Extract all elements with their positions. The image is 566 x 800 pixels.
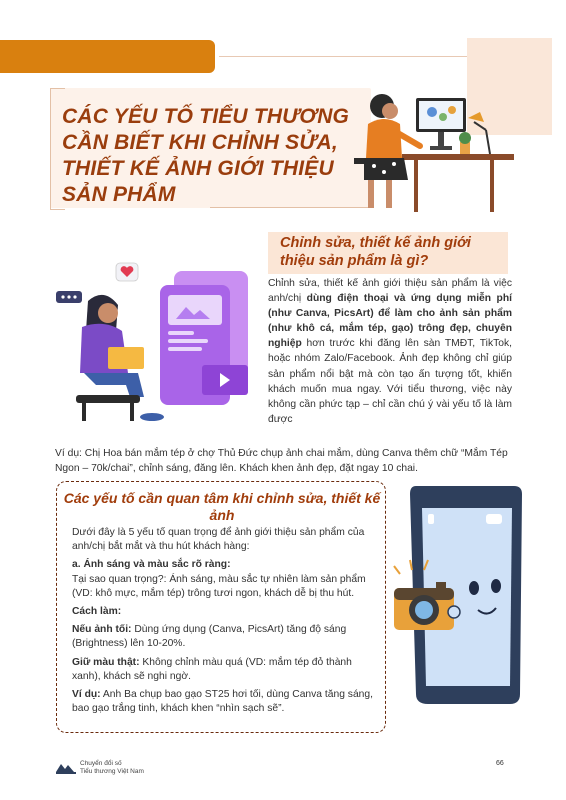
tip-dark-photo: Nếu ảnh tối: Dùng ứng dụng (Canva, PicsArt) tăng độ sáng (Brightness) lên 10-20%. (72, 624, 347, 650)
section2-example: Ví dụ: Anh Ba chụp bao gạo ST25 hơi tối, dùng Canva tăng sáng, bao gạo trắng tinh, khách khen “nhìn sạch sẽ”. (72, 689, 373, 715)
phone-camera-character-illustration (390, 478, 530, 718)
designer-at-desk-illustration (340, 84, 520, 219)
item-a-title: a. Ánh sáng và màu sắc rõ ràng: (72, 559, 231, 571)
section2-content (72, 526, 374, 720)
footer-brand: Chuyển đổi số Tiểu thương Việt Nam (80, 760, 144, 775)
section1-title: Chỉnh sửa, thiết kế ảnh giới thiệu sản phẩm là gì? (280, 235, 471, 269)
section2-intro: Dưới đây là 5 yếu tố quan trọng để ảnh giới thiệu sản phẩm của anh/chị bắt mắt và thu hút khách hàng: (72, 527, 365, 553)
desk-top (402, 154, 514, 160)
section1-example: Ví dụ: Chị Hoa bán mắm tép ở chợ Thủ Đức chụp ảnh chai mắm, dùng Canva thêm chữ “Mắm Tép Ngon – 70k/chai”, chỉnh sáng, đăng lên. Khách khen ảnh đẹp, đặt ngay 10 chai. (55, 448, 508, 475)
howto-title: Cách làm: (72, 606, 122, 618)
section2-title: Các yếu tố cần quan tâm khi chỉnh sửa, thiết kế ảnh (63, 490, 381, 523)
woman-shirt (366, 119, 402, 158)
brand-logo-icon (55, 760, 77, 774)
woman-with-laptop-illustration (52, 255, 264, 425)
page-number: 66 (496, 760, 504, 767)
section1-paragraph: Chỉnh sửa, thiết kế ảnh giới thiệu sản phẩm là việc anh/chị dùng điện thoại và ứng dụng miễn phí (như Canva, PicsArt) để làm cho ảnh sản phẩm (như khô cá, mắm tép, gạo) trông đẹp, chuyên nghiệp hơn trước khi đăng lên sàn TMĐT, TikTok, hoặc nhóm Zalo/Facebook. Ảnh đẹp không chỉ giúp sản phẩm nổi bật mà còn tạo ấn tượng tốt, khiến khách muốn mua ngay. Với tiểu thương, việc này không cần phức tạp – chỉ cần chú ý vài yếu tố là làm được (268, 278, 512, 425)
laptop (108, 347, 144, 369)
page-title: CÁC YẾU TỐ TIỂU THƯƠNG CẦN BIẾT KHI CHỈNH SỬA, THIẾT KẾ ẢNH GIỚI THIỆU SẢN PHẨM (62, 105, 350, 206)
item-a-why: Tại sao quan trọng?: Ánh sáng, màu sắc tự nhiên làm sản phẩm (VD: khô mực, mắm tép) trông tươi ngon, khách dễ bị thu hút. (72, 573, 366, 599)
tip-keep-color: Giữ màu thật: Không chỉnh màu quá (VD: mắm tép đỏ thành xanh), khách sẽ nghi ngờ. (72, 656, 352, 682)
header-accent-bar (0, 40, 215, 73)
